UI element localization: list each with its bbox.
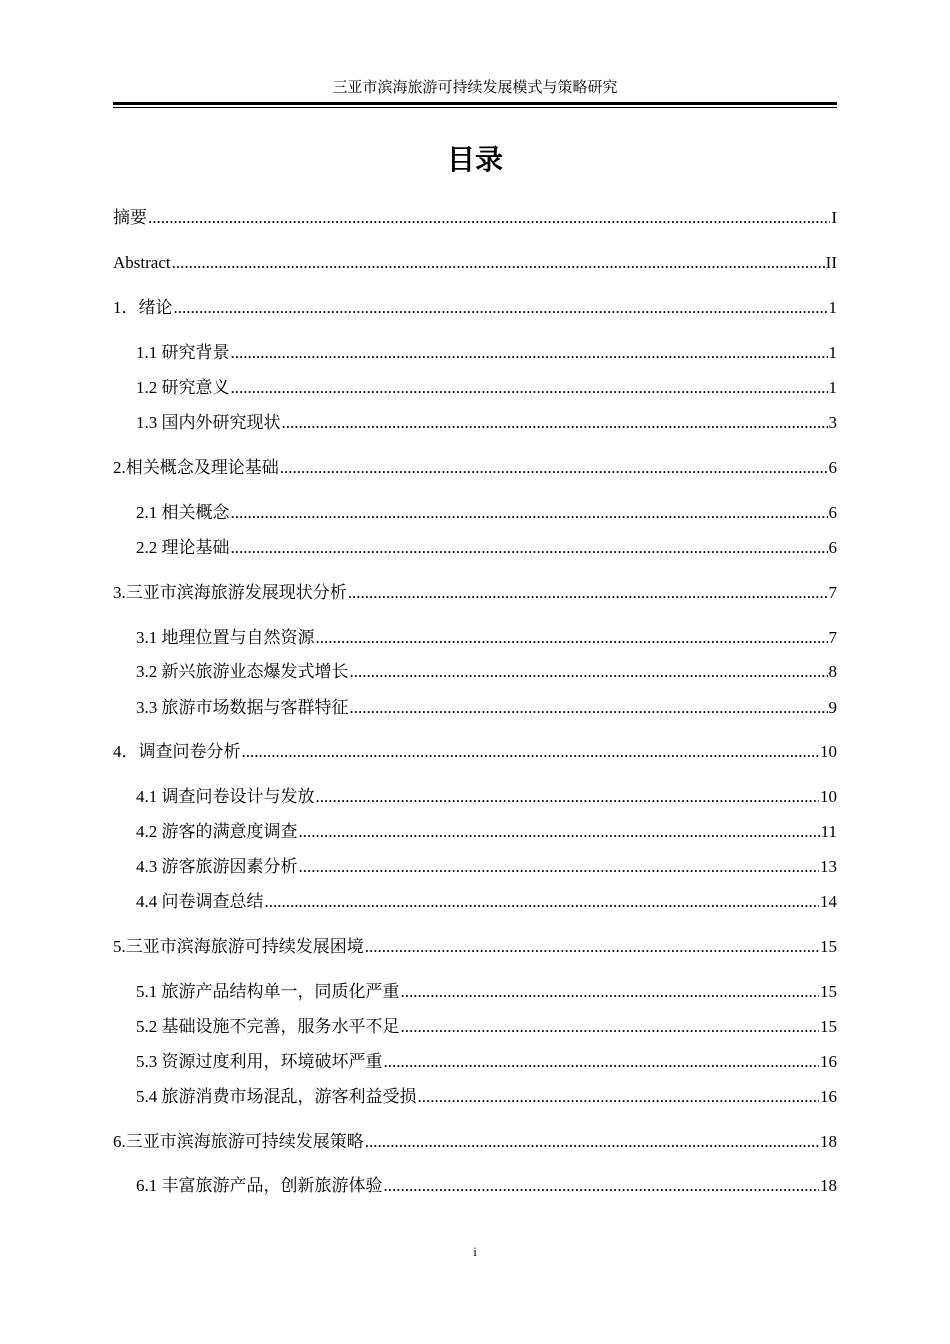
toc-entry-page: 10 — [820, 787, 837, 806]
toc-entry-page: 16 — [820, 1087, 837, 1106]
toc-entry[interactable] — [113, 741, 837, 763]
toc-entry-page: 14 — [820, 892, 837, 911]
toc-entry-label: 2.2 理论基础 — [136, 538, 230, 557]
toc-entry-page: 9 — [828, 698, 837, 717]
toc-entry-label: 2.相关概念及理论基础 — [113, 458, 279, 477]
toc-dot-leader — [384, 1051, 820, 1073]
toc-dot-leader — [299, 821, 820, 843]
toc-dot-leader — [231, 377, 828, 399]
toc-entry[interactable] — [113, 1131, 837, 1153]
toc-title: 目录 — [446, 143, 503, 176]
toc-entry-label: 3.1 地理位置与自然资源 — [136, 628, 315, 647]
toc-entry[interactable] — [136, 697, 837, 719]
toc-entry[interactable] — [113, 457, 837, 479]
toc-entry-page: 16 — [820, 1052, 837, 1071]
toc-entry-label: 3.3 旅游市场数据与客群特征 — [136, 698, 349, 717]
toc-entry-page: 13 — [820, 857, 837, 876]
toc-entry-label: 3.2 新兴旅游业态爆发式增长 — [136, 662, 349, 681]
toc-dot-leader — [316, 627, 828, 649]
toc-entry-label: 4.2 游客的满意度调查 — [136, 822, 298, 841]
toc-entry-label: 6.1 丰富旅游产品，创新旅游体验 — [136, 1176, 383, 1195]
toc-entry[interactable] — [136, 891, 837, 913]
toc-entry-page: 6 — [828, 503, 837, 522]
toc-entry-label: 4.3 游客旅游因素分析 — [136, 857, 298, 876]
toc-entry[interactable] — [136, 537, 837, 559]
toc-dot-leader — [242, 741, 820, 763]
toc-entry-page: 6 — [828, 538, 837, 557]
page-number: i — [473, 1244, 477, 1259]
toc-entry-page: 8 — [828, 662, 837, 681]
toc-entry[interactable] — [113, 297, 837, 319]
toc-entry[interactable] — [113, 936, 837, 958]
toc-dot-leader — [231, 537, 828, 559]
toc-entry-page: 7 — [828, 583, 837, 602]
toc-entry-page: 6 — [828, 458, 837, 477]
header-rule-thick — [113, 102, 837, 105]
toc-entry-label: 2.1 相关概念 — [136, 503, 230, 522]
toc-dot-leader — [282, 412, 828, 434]
toc-entry-label: 4．调查问卷分析 — [113, 742, 241, 761]
toc-entry-page: 1 — [828, 298, 837, 317]
toc-dot-leader — [316, 786, 820, 808]
toc-dot-leader — [350, 697, 828, 719]
toc-entry[interactable] — [136, 821, 837, 843]
toc-dot-leader — [231, 502, 828, 524]
toc-dot-leader — [365, 1131, 819, 1153]
toc-dot-leader — [299, 856, 820, 878]
toc-dot-leader — [384, 1175, 820, 1197]
toc-entry[interactable] — [113, 582, 837, 604]
toc-entry-page: 18 — [820, 1176, 837, 1195]
toc-entry-page: 15 — [820, 1017, 837, 1036]
toc-dot-leader — [148, 207, 830, 229]
toc-entry-label: 4.1 调查问卷设计与发放 — [136, 787, 315, 806]
toc-entry-label: 1．绪论 — [113, 298, 173, 317]
toc-entry[interactable] — [136, 1086, 837, 1108]
toc-entry[interactable] — [136, 1175, 837, 1197]
toc-entry-page: II — [825, 253, 837, 272]
toc-entry-label: 5.三亚市滨海旅游可持续发展困境 — [113, 937, 364, 956]
toc-entry-label: 4.4 问卷调查总结 — [136, 892, 264, 911]
toc-entry-page: 7 — [828, 628, 837, 647]
toc-entry-page: I — [831, 208, 837, 227]
toc-entry-label: 5.3 资源过度利用，环境破坏严重 — [136, 1052, 383, 1071]
toc-entry-label: 5.4 旅游消费市场混乱，游客利益受损 — [136, 1087, 417, 1106]
toc-entry[interactable] — [113, 252, 837, 274]
toc-dot-leader — [401, 981, 820, 1003]
toc-entry[interactable] — [136, 377, 837, 399]
toc-entry-label: 3.三亚市滨海旅游发展现状分析 — [113, 583, 347, 602]
toc-entry[interactable] — [113, 207, 837, 229]
toc-dot-leader — [172, 252, 825, 274]
toc-entry-page: 1 — [828, 378, 837, 397]
toc-dot-leader — [365, 936, 819, 958]
toc-entry-page: 3 — [828, 413, 837, 432]
toc-entry[interactable] — [136, 981, 837, 1003]
toc-entry-page: 1 — [828, 343, 837, 362]
toc-entry-page: 15 — [820, 982, 837, 1001]
toc-dot-leader — [174, 297, 828, 319]
toc-entry[interactable] — [136, 1051, 837, 1073]
toc-dot-leader — [348, 582, 828, 604]
toc-entry-page: 11 — [820, 822, 837, 841]
toc-dot-leader — [418, 1086, 820, 1108]
toc-entry-label: 1.1 研究背景 — [136, 343, 230, 362]
toc-entry[interactable] — [136, 786, 837, 808]
toc-entry-label: 1.2 研究意义 — [136, 378, 230, 397]
toc-entry[interactable] — [136, 502, 837, 524]
toc-entry-label: 摘要 — [113, 208, 147, 227]
toc-entry[interactable] — [136, 412, 837, 434]
header-rule-thin — [113, 107, 837, 108]
toc-entry-label: 6.三亚市滨海旅游可持续发展策略 — [113, 1132, 364, 1151]
toc-dot-leader — [280, 457, 828, 479]
toc-entry-page: 15 — [820, 937, 837, 956]
toc-entry-label: Abstract — [113, 253, 171, 272]
toc-entry-label: 5.1 旅游产品结构单一，同质化严重 — [136, 982, 400, 1001]
toc-entry[interactable] — [136, 661, 837, 683]
toc-dot-leader — [231, 342, 828, 364]
toc-entry[interactable] — [136, 856, 837, 878]
toc-entry[interactable] — [136, 1016, 837, 1038]
toc-dot-leader — [401, 1016, 820, 1038]
running-header: 三亚市滨海旅游可持续发展模式与策略研究 — [332, 80, 618, 96]
toc-entry[interactable] — [136, 627, 837, 649]
toc-entry-label: 5.2 基础设施不完善，服务水平不足 — [136, 1017, 400, 1036]
toc-entry-page: 10 — [820, 742, 837, 761]
toc-entry-label: 1.3 国内外研究现状 — [136, 413, 281, 432]
toc-entry[interactable] — [136, 342, 837, 364]
toc-dot-leader — [265, 891, 820, 913]
toc-dot-leader — [350, 661, 828, 683]
toc-entry-page: 18 — [820, 1132, 837, 1151]
